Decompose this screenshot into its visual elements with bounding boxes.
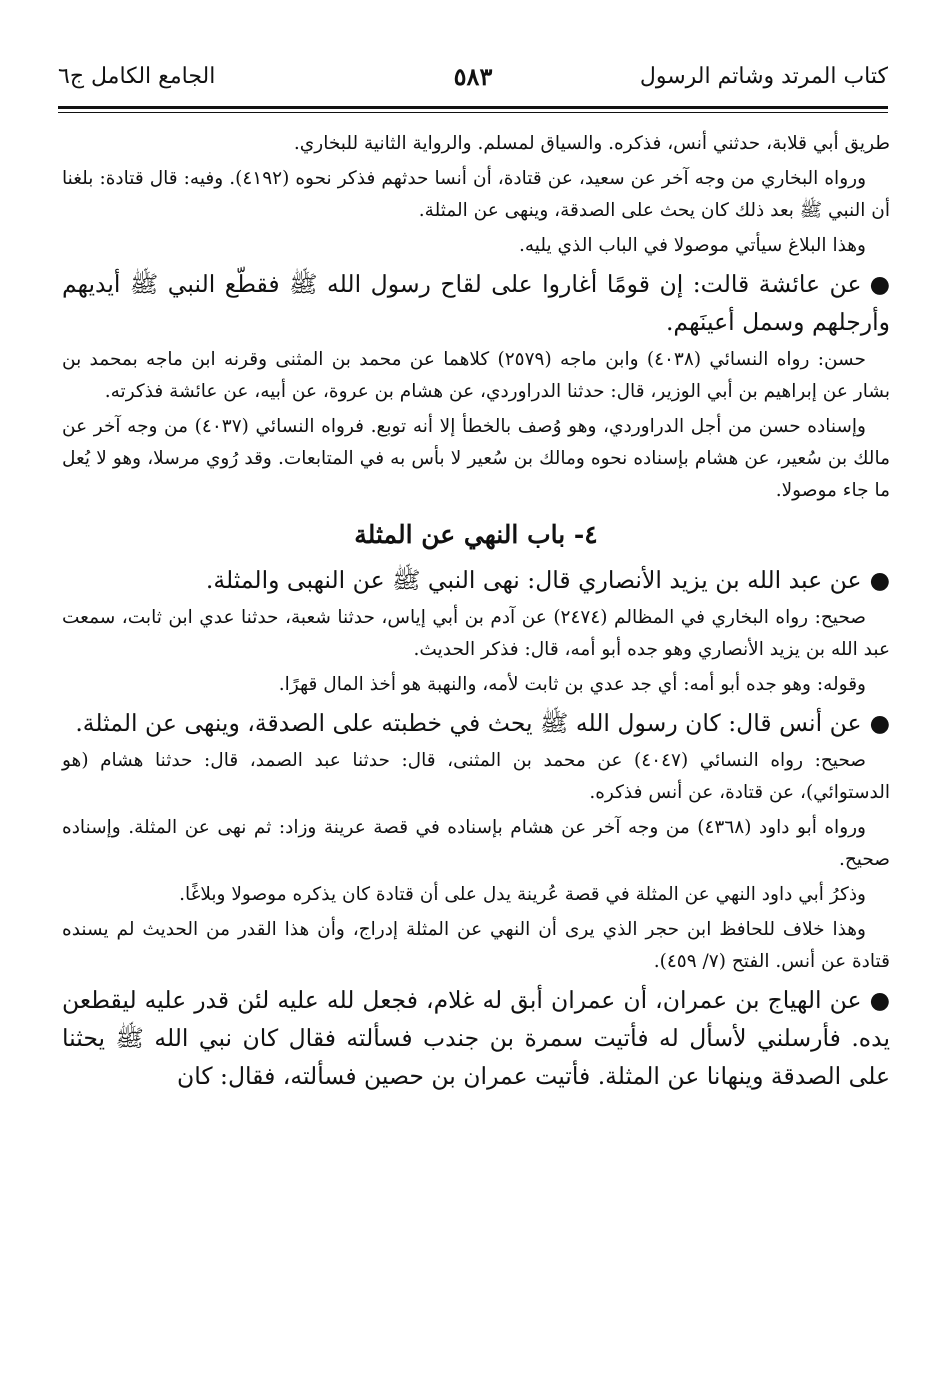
commentary-paragraph: حسن: رواه النسائي (٤٠٣٨) وابن ماجه (٢٥٧٩) كلاهما عن محمد بن المثنى وقرنه ابن ماجه بمحمد بن بشار عن إبراهيم بن أبي الوزير، قال: حدثنا الدراوردي، عن هشام بن عروة، عن أبيه، عن عائشة فذكرته. (62, 349, 890, 402)
hadith-paragraph (62, 704, 890, 742)
page-number: ٥٨٣ (453, 62, 493, 91)
commentary-paragraph: وإسناده حسن من أجل الدراوردي، وهو وُصف بالخطأ إلا أنه توبع. فرواه النسائي (٤٠٣٧) من وجه آخر عن مالك بن سُعير، عن هشام بإسناده نحوه ومالك بن سُعير لا بأس به في المتابعات. وقد رُوي مرسلا، وهو لا يُعل ما جاء موصولا. (62, 416, 890, 501)
commentary-paragraph: صحيح: رواه البخاري في المظالم (٢٤٧٤) عن آدم بن أبي إياس، حدثنا شعبة، حدثنا عدي ابن ثابت، سمعت عبد الله بن يزيد الأنصاري وهو جده أبو أمه، قال: فذكر الحديث. (62, 607, 890, 660)
commentary-paragraph: صحيح: رواه النسائي (٤٠٤٧) عن محمد بن المثنى، قال: حدثنا عبد الصمد، قال: حدثنا هشام (هو الدستوائي)، عن قتادة، عن أنس فذكره. (62, 750, 890, 803)
volume-label: الجامع الكامل ج٦ (58, 64, 216, 89)
commentary-paragraph: ورواه أبو داود (٤٣٦٨) من وجه آخر عن هشام بإسناده في قصة عرينة وزاد: ثم نهى عن المثلة. وإسناده صحيح. (62, 817, 890, 870)
page-content (62, 128, 890, 1098)
chapter-title: ٤- باب النهي عن المثلة (354, 520, 598, 549)
commentary-paragraph: طريق أبي قلابة، حدثني أنس، فذكره. والسياق لمسلم. والرواية الثانية للبخاري. (293, 133, 890, 154)
commentary-paragraph: ورواه البخاري من وجه آخر عن سعيد، عن قتادة، أن أنسا حدثهم فذكر نحوه (٤١٩٢). وفيه: قال قتادة: بلغنا أن النبي ﷺ بعد ذلك كان يحث على الصدقة، وينهى عن المثلة. (62, 168, 890, 221)
hadith-text: عن أنس قال: كان رسول الله ﷺ يحث في خطبته على الصدقة، وينهى عن المثلة. (75, 709, 862, 737)
hadith-text: عن الهياج بن عمران، أن عمران أبق له غلام، فجعل لله عليه لئن قدر عليه ليقطعن يده. فأرسلني لأسأل له فأتيت سمرة بن جندب فسألته فقال كان نبي الله ﷺ يحثنا على الصدقة وينهانا عن المثلة. فأتيت عمران بن حصين فسألته، فقال: كان (62, 986, 890, 1090)
hadith-paragraph (62, 265, 890, 341)
hadith-text: عن عبد الله بن يزيد الأنصاري قال: نهى النبي ﷺ عن النهبى والمثلة. (205, 566, 862, 594)
commentary-paragraph: وهذا خلاف للحافظ ابن حجر الذي يرى أن النهي عن المثلة إدراج، وأن هذا القدر من الحديث لم يسنده قتادة عن أنس. الفتح (٧/ ٤٥٩). (62, 919, 890, 972)
commentary-paragraph: وهذا البلاغ سيأتي موصولا في الباب الذي يليه. (518, 235, 866, 256)
book-title: كتاب المرتد وشاتم الرسول (639, 64, 888, 89)
bullet-icon: ● (869, 270, 890, 298)
hadith-paragraph (62, 561, 890, 599)
header-rule-thick (58, 106, 888, 109)
commentary-paragraph: وقوله: وهو جده أبو أمه: أي جد عدي بن ثابت لأمه، والنهبة هو أخذ المال قهرًا. (278, 674, 866, 695)
bullet-icon: ● (869, 709, 890, 737)
commentary-paragraph: وذكرُ أبي داود النهي عن المثلة في قصة عُرينة يدل على أن قتادة كان يذكره موصولا وبلاغًا. (179, 884, 866, 905)
hadith-paragraph (62, 981, 890, 1095)
hadith-text: عن عائشة قالت: إن قومًا أغاروا على لقاح رسول الله ﷺ فقطّع النبي ﷺ أيديهم وأرجلهم وسمل أعينَهم. (62, 270, 890, 336)
bullet-icon: ● (869, 986, 890, 1014)
bullet-icon: ● (869, 566, 890, 594)
running-header (58, 62, 888, 98)
header-rule-thin (58, 112, 888, 113)
